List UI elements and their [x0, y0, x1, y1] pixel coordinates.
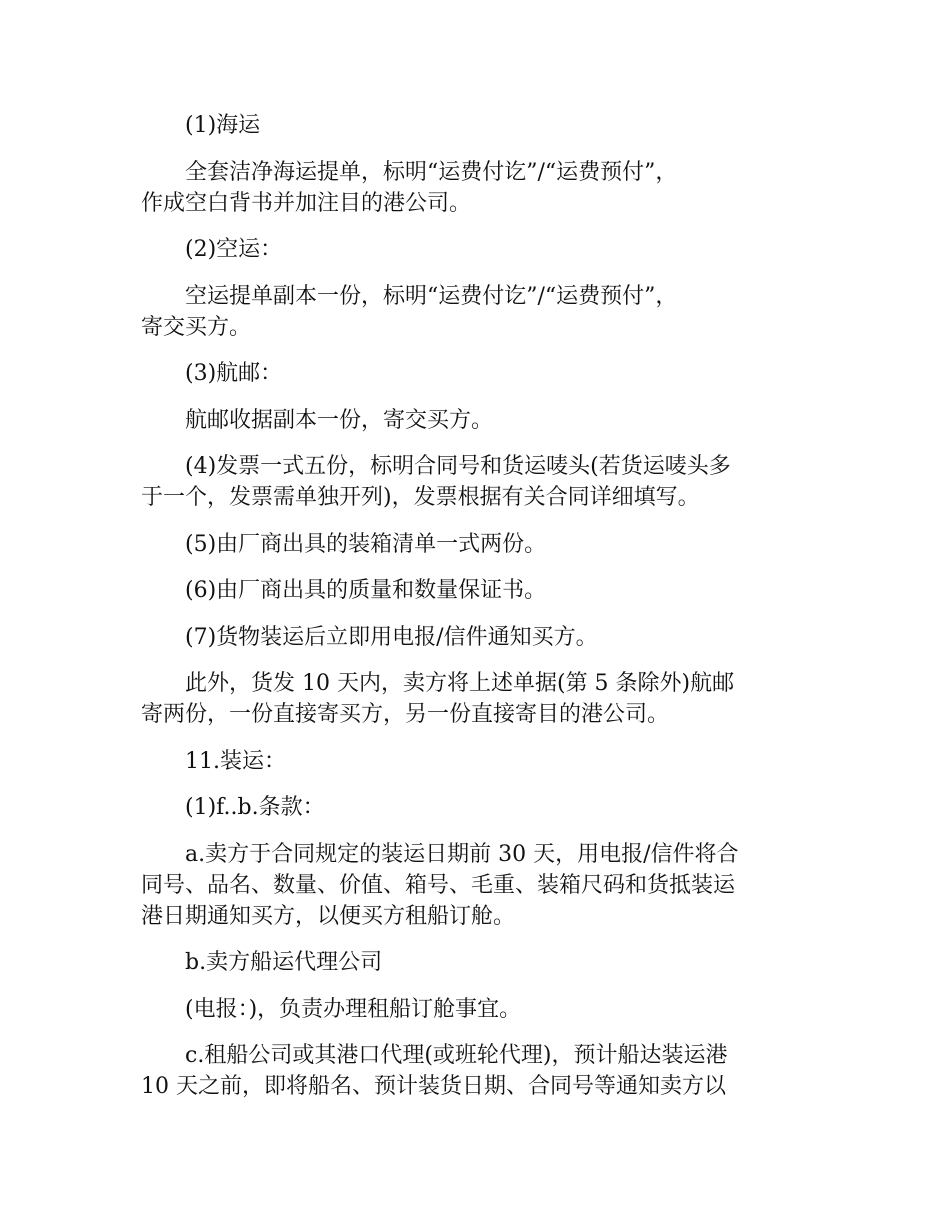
paragraph-line: a.卖方于合同规定的装运日期前 30 天，用电报/信件将合 [185, 841, 739, 867]
paragraph-line: 寄交买方。 [141, 314, 252, 340]
paragraph-line: c.租船公司或其港口代理(或班轮代理)，预计船达装运港 [185, 1043, 728, 1068]
paragraph-line: (1)f..b.条款： [185, 795, 325, 820]
paragraph [141, 839, 811, 932]
paragraph-line: b.卖方船运代理公司 [185, 950, 383, 975]
paragraph [141, 622, 811, 653]
paragraph [141, 234, 811, 265]
paragraph-line: 10 天之前，即将船名、预计装货日期、合同号等通知卖方以 [141, 1074, 726, 1099]
paragraph [141, 405, 811, 436]
paragraph-line: 于一个，发票需单独开列)，发票根据有关合同详细填写。 [141, 485, 700, 510]
paragraph [141, 157, 811, 219]
paragraph [141, 994, 811, 1025]
paragraph-line: 航邮收据副本一份，寄交买方。 [185, 407, 494, 433]
paragraph-line: 11.装运： [185, 748, 286, 774]
paragraph-line: (6)由厂商出具的质量和数量保证书。 [185, 578, 547, 603]
paragraph [141, 451, 811, 513]
paragraph-line: (7)货物装运后立即用电报/信件通知买方。 [185, 624, 598, 650]
paragraph [141, 792, 811, 823]
document-body [141, 110, 811, 1118]
paragraph-line: 全套洁净海运提单，标明“运费付讫”/“运费预付”， [185, 159, 678, 185]
paragraph [141, 575, 811, 606]
paragraph [141, 529, 811, 560]
paragraph [141, 746, 811, 777]
paragraph [141, 110, 811, 141]
paragraph-line: (5)由厂商出具的装箱清单一式两份。 [185, 531, 547, 557]
paragraph-line: (电报：)，负责办理租船订舱事宜。 [185, 996, 522, 1022]
paragraph-line: (4)发票一式五份，标明合同号和货运唛头(若货运唛头多 [185, 454, 731, 479]
paragraph [141, 281, 811, 343]
paragraph-line: (3)航邮： [185, 361, 283, 386]
paragraph-line: 空运提单副本一份，标明“运费付讫”/“运费预付”， [185, 283, 678, 309]
paragraph-line: 此外，货发 10 天内，卖方将上述单据(第 5 条除外)航邮 [185, 671, 735, 696]
paragraph [141, 668, 811, 730]
paragraph-line: 寄两份，一份直接寄买方，另一份直接寄目的港公司。 [141, 702, 670, 727]
paragraph [141, 947, 811, 978]
paragraph-line: 港日期通知买方，以便买方租船订舱。 [141, 903, 516, 929]
paragraph-line: (1)海运 [185, 113, 261, 138]
paragraph-line: (2)空运： [185, 237, 283, 262]
paragraph [141, 358, 811, 389]
paragraph [141, 1040, 811, 1102]
paragraph-line: 同号、品名、数量、价值、箱号、毛重、装箱尺码和货抵装运 [141, 872, 736, 898]
paragraph-line: 作成空白背书并加注目的港公司。 [141, 190, 472, 216]
